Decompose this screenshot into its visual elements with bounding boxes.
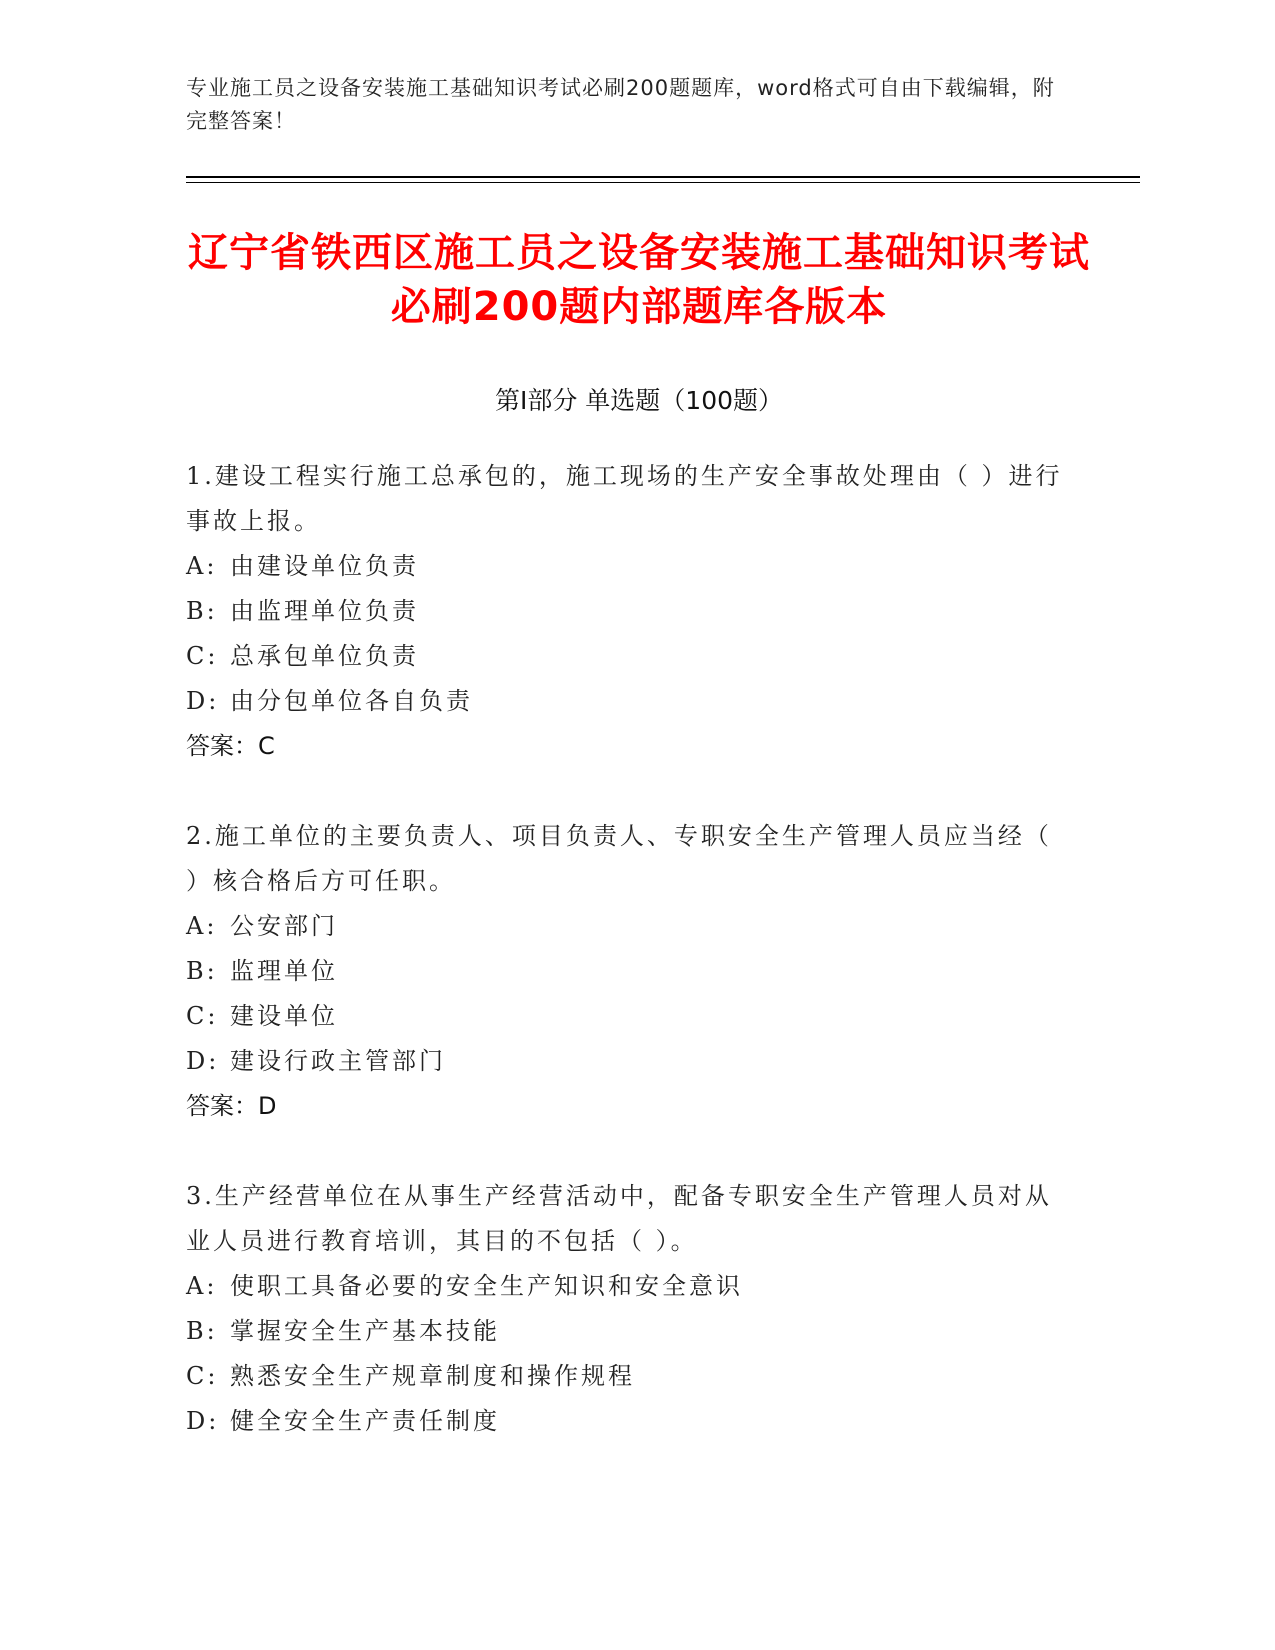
- option-a: [186, 904, 1066, 949]
- option-key: A:: [186, 912, 218, 940]
- option-text: 使职工具备必要的安全生产知识和安全意识: [230, 1272, 743, 1300]
- question-1: [186, 454, 1066, 769]
- question-2: [186, 814, 1066, 1129]
- option-text: 健全安全生产责任制度: [230, 1407, 500, 1435]
- option-key: B:: [186, 597, 218, 625]
- option-text: 由分包单位各自负责: [230, 687, 473, 715]
- header-note: 专业施工员之设备安装施工基础知识考试必刷200题题库，word格式可自由下载编辑，附完整答案！: [186, 76, 1055, 133]
- option-key: B:: [186, 957, 218, 985]
- option-d: [186, 1039, 1066, 1084]
- option-key: C:: [186, 642, 219, 670]
- option-b: [186, 949, 1066, 994]
- option-text: 熟悉安全生产规章制度和操作规程: [230, 1362, 635, 1390]
- question-stem: 1.建设工程实行施工总承包的，施工现场的生产安全事故处理由（ ）进行事故上报。: [186, 462, 1063, 535]
- section-title: 第Ⅰ部分 单选题（100题）: [494, 386, 784, 415]
- option-d: [186, 679, 1066, 724]
- header-divider-thick: [186, 176, 1140, 178]
- option-key: D:: [186, 687, 220, 715]
- option-key: B:: [186, 1317, 218, 1345]
- option-text: 掌握安全生产基本技能: [230, 1317, 500, 1345]
- question-stem: 2.施工单位的主要负责人、项目负责人、专职安全生产管理人员应当经（ ）核合格后方可任职。: [186, 822, 1052, 895]
- option-key: D:: [186, 1047, 220, 1075]
- option-key: A:: [186, 1272, 218, 1300]
- option-key: A:: [186, 552, 218, 580]
- option-b: [186, 1309, 1066, 1354]
- option-c: [186, 994, 1066, 1039]
- document-title: 辽宁省铁西区施工员之设备安装施工基础知识考试必刷200题内部题库各版本: [188, 230, 1090, 330]
- option-text: 总承包单位负责: [230, 642, 419, 670]
- option-key: C:: [186, 1362, 219, 1390]
- header-divider-thin: [186, 182, 1140, 183]
- option-text: 由建设单位负责: [230, 552, 419, 580]
- option-key: D:: [186, 1407, 220, 1435]
- question-stem: 3.生产经营单位在从事生产经营活动中，配备专职安全生产管理人员对从业人员进行教育培训，其目的不包括（ ）。: [186, 1182, 1052, 1255]
- option-a: [186, 544, 1066, 589]
- option-text: 监理单位: [230, 957, 338, 985]
- option-text: 由监理单位负责: [230, 597, 419, 625]
- option-d: [186, 1399, 1066, 1444]
- option-text: 建设单位: [230, 1002, 338, 1030]
- option-c: [186, 1354, 1066, 1399]
- answer: 答案：C: [186, 732, 275, 760]
- option-b: [186, 589, 1066, 634]
- answer: 答案：D: [186, 1092, 277, 1120]
- option-a: [186, 1264, 1066, 1309]
- question-3: [186, 1174, 1066, 1444]
- option-text: 建设行政主管部门: [230, 1047, 446, 1075]
- option-c: [186, 634, 1066, 679]
- option-key: C:: [186, 1002, 219, 1030]
- option-text: 公安部门: [230, 912, 338, 940]
